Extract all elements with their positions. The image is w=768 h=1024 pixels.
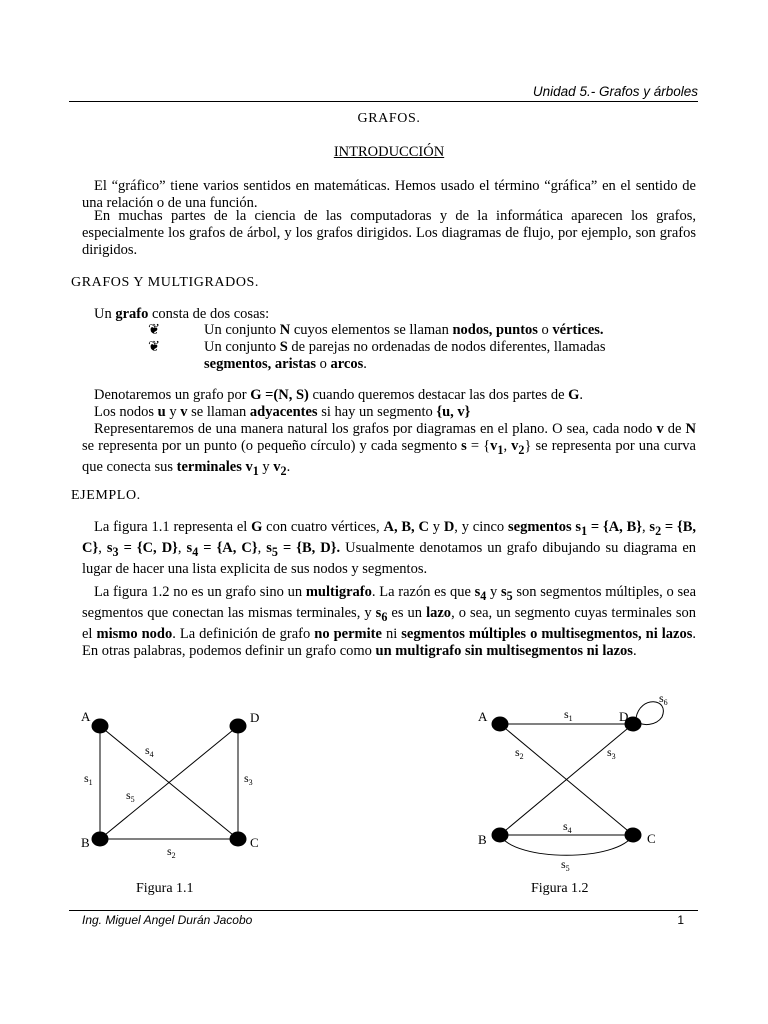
edge-label-s2: $s_2$ xyxy=(515,745,524,761)
node-a xyxy=(92,719,109,734)
node-label-d: D xyxy=(250,710,260,725)
section-heading-grafos: GRAFOS Y MULTIGRADOS. xyxy=(71,275,260,290)
node-label-c: C xyxy=(647,831,656,846)
figure-1-2-caption: Figura 1.2 xyxy=(531,881,589,896)
running-header: Unidad 5.- Grafos y árboles xyxy=(532,84,698,99)
section-heading-ejemplo: EJEMPLO. xyxy=(71,488,141,503)
edge-s5 xyxy=(500,835,633,855)
edge-label-s3: $s_3$ xyxy=(607,745,616,761)
header-rule xyxy=(69,101,698,102)
paragraph-adjacent: Los nodos u y v se llaman adyacentes si hay un segmento {u, v} xyxy=(94,404,471,420)
figure-1-2-multigraph xyxy=(470,690,690,875)
paragraph-example-1: La figura 1.1 representa el G con cuatro vértices, A, B, C y D, y cinco segmentos $s_1 = \{A$, B}, $s_2 = \{B$, C}, $s_3 = \{C$, D}, $s_4 = \{A$, C}, $s_5 = \{B$, D}. Usualmente denotamos un grafo dibujando su diagrama en lugar de hacer una lista explicita de sus nodos y segmentos. xyxy=(82,519,697,577)
paragraph-representation: Representaremos de una manera natural los grafos por diagramas en el plano. O sea, cada nodo v de N se representa por un punto (o pequeño círculo) y cada segmento $s = \{v_1$, $v_2$} se representa por una curva que conecta sus terminales $v_1$ y $v_2$. xyxy=(82,421,697,478)
bullet-item-nodes: Un conjunto N cuyos elementos se llaman nodos, puntos o vértices. xyxy=(204,322,604,338)
section-intro-title: INTRODUCCIÓN xyxy=(333,144,445,160)
edge-label-s5: $s_5$ xyxy=(561,857,570,873)
edge-label-s5: $s_5$ xyxy=(126,788,135,804)
definition-line: Un grafo consta de dos cosas: xyxy=(94,306,270,322)
footer-author: Ing. Miguel Angel Durán Jacobo xyxy=(82,913,253,927)
node-label-a: A xyxy=(478,709,488,724)
node-label-b: B xyxy=(81,835,90,850)
footer-rule xyxy=(69,910,698,911)
figure-1-1-caption: Figura 1.1 xyxy=(136,881,194,896)
bullet-icon: ❦ xyxy=(148,339,161,355)
edge-label-s1: $s_1$ xyxy=(84,771,93,787)
paragraph-denotation: Denotaremos un grafo por G =(N, S) cuando queremos destacar las dos partes de G. xyxy=(94,387,584,403)
node-label-d: D xyxy=(619,709,629,724)
edge-label-s3: $s_3$ xyxy=(244,771,253,787)
edge-label-s4: $s_4$ xyxy=(563,819,572,835)
paragraph-example-2: La figura 1.2 no es un grafo sino un multigrafo. La razón es que $s_4$ y $s_5$ son segmentos múltiples, o sea segmentos que conectan las mismas terminales, y $s_6$ es un lazo, o sea, un segmento cuyas terminales son el mismo nodo. La definición de grafo no permite ni segmentos múltiples o multisegmentos, ni lazos. En otras palabras, podemos definir un grafo como un multigrafo sin multisegmentos ni lazos. xyxy=(82,584,697,659)
intro-paragraph-1: El “gráfico” tiene varios sentidos en matemáticas. Hemos usado el término “gráfica” en el sentido de una relación o de una función. xyxy=(82,178,696,211)
node-a xyxy=(492,717,509,732)
node-b xyxy=(92,832,109,847)
edge-label-s4: $s_4$ xyxy=(145,743,154,759)
intro-paragraph-2: En muchas partes de la ciencia de las computadoras y de la informática aparecen los grafos, especialmente los grafos de árbol, y los grafos dirigidos. Los diagramas de flujo, por ejemplo, son grafos dirigidos. xyxy=(82,208,696,258)
bullet-item-segments: Un conjunto S de parejas no ordenadas de nodos diferentes, llamadas segmentos, aristas o arcos. xyxy=(204,339,606,372)
node-b xyxy=(492,828,509,843)
edge-label-s1: $s_1$ xyxy=(564,707,573,723)
node-d xyxy=(230,719,247,734)
node-c xyxy=(230,832,247,847)
node-c xyxy=(625,828,642,843)
page-number: 1 xyxy=(677,913,684,927)
document-title: GRAFOS. xyxy=(357,111,421,126)
node-label-a: A xyxy=(81,709,91,724)
node-label-b: B xyxy=(478,832,487,847)
edge-label-s6: $s_6$ xyxy=(659,691,668,707)
edge-label-s2: $s_2$ xyxy=(167,844,176,860)
node-label-c: C xyxy=(250,835,259,850)
bullet-icon: ❦ xyxy=(148,322,161,338)
figure-1-1-graph xyxy=(70,700,280,870)
